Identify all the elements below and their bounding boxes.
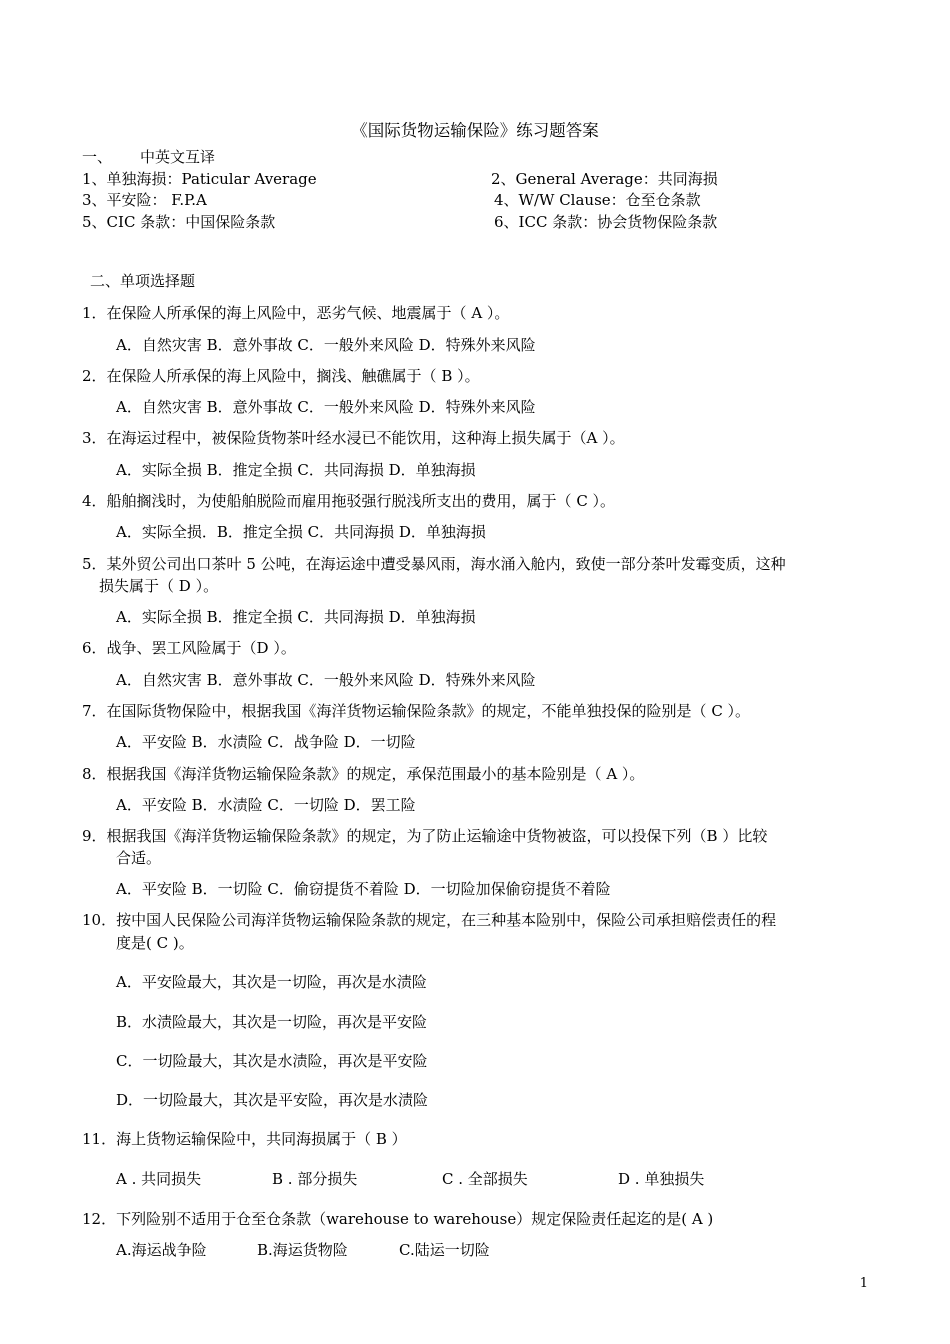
document-title: 《国际货物运输保险》练习题答案 [351,121,599,140]
question-10-line2: 度是( C )。 [116,934,194,952]
term-item: 2、General Average：共同海损 [491,170,718,188]
question-8: 8．根据我国《海洋货物运输保险条款》的规定，承保范围最小的基本险别是（ A ）。 [82,765,645,783]
question-3: 3．在海运过程中，被保险货物茶叶经水浸已不能饮用，这种海上损失属于（A ）。 [82,429,625,447]
question-12-option: A.海运战争险 [116,1241,207,1259]
question-7-options: A．平安险 B．水渍险 C．战争险 D．一切险 [116,733,416,751]
question-9-line1: 9．根据我国《海洋货物运输保险条款》的规定，为了防止运输途中货物被盗，可以投保下列（B ）比较 [82,827,768,845]
question-10-option: A．平安险最大，其次是一切险，再次是水渍险 [116,973,427,991]
question-3-options: A．实际全损 B．推定全损 C．共同海损 D．单独海损 [116,461,476,479]
term-item: 4、W/W Clause：仓至仓条款 [494,191,701,209]
question-6-options: A．自然灾害 B．意外事故 C．一般外来风险 D．特殊外来风险 [116,671,536,689]
question-8-options: A．平安险 B．水渍险 C．一切险 D．罢工险 [116,796,416,814]
question-5-options: A．实际全损 B．推定全损 C．共同海损 D．单独海损 [116,608,476,626]
question-5-line1: 5．某外贸公司出口茶叶 5 公吨，在海运途中遭受暴风雨，海水涌入舱内，致使一部分茶叶发霉变质，这种 [82,555,786,573]
question-10-option: D．一切险最大，其次是平安险，再次是水渍险 [116,1091,429,1109]
question-9-options: A．平安险 B．一切险 C．偷窃提货不着险 D．一切险加保偷窃提货不着险 [116,880,611,898]
question-2-options: A．自然灾害 B．意外事故 C．一般外来风险 D．特殊外来风险 [116,398,536,416]
question-2: 2．在保险人所承保的海上风险中，搁浅、触礁属于（ B ）。 [82,367,480,385]
question-6: 6．战争、罢工风险属于（D ）。 [82,639,296,657]
question-1: 1．在保险人所承保的海上风险中，恶劣气候、地震属于（ A ）。 [82,304,510,322]
term-item: 1、单独海损：Paticular Average [82,170,317,188]
question-12: 12．下列险别不适用于仓至仓条款（warehouse to warehouse）规定保险责任起迄的是( A ) [82,1210,714,1228]
question-4-options: A．实际全损．B．推定全损 C．共同海损 D．单独海损 [116,523,486,541]
question-12-option: C.陆运一切险 [399,1241,490,1259]
question-11-option: D . 单独损失 [618,1170,705,1188]
question-7: 7．在国际货物保险中，根据我国《海洋货物运输保险条款》的规定，不能单独投保的险别是（ C ）。 [82,702,751,720]
question-10-line1: 10．按中国人民保险公司海洋货物运输保险条款的规定，在三种基本险别中，保险公司承担赔偿责任的程 [82,911,777,929]
question-11-option: A . 共同损失 [116,1170,202,1188]
question-12-option: B.海运货物险 [257,1241,348,1259]
term-item: 3、平安险： F.P.A [82,191,207,209]
question-1-options: A．自然灾害 B．意外事故 C．一般外来风险 D．特殊外来风险 [116,336,536,354]
question-11-option: C . 全部损失 [442,1170,528,1188]
term-item: 6、ICC 条款：协会货物保险条款 [494,213,718,231]
section1-heading: 中英文互译 [140,148,216,166]
question-11-option: B . 部分损失 [272,1170,358,1188]
term-item: 5、CIC 条款：中国保险条款 [82,213,276,231]
section1-number: 一、 [82,148,113,166]
question-4: 4．船舶搁浅时，为使船舶脱险而雇用拖驳强行脱浅所支出的费用，属于（ C ）。 [82,492,616,510]
question-11: 11．海上货物运输保险中，共同海损属于（ B ） [82,1130,407,1148]
question-10-option: C．一切险最大，其次是水渍险，再次是平安险 [116,1052,428,1070]
question-9-line2: 合适。 [116,849,162,867]
page-number: 1 [859,1276,868,1291]
question-5-line2: 损失属于（ D ）。 [99,577,219,595]
question-10-option: B．水渍险最大，其次是一切险，再次是平安险 [116,1013,428,1031]
section2-heading: 二、单项选择题 [90,272,196,290]
